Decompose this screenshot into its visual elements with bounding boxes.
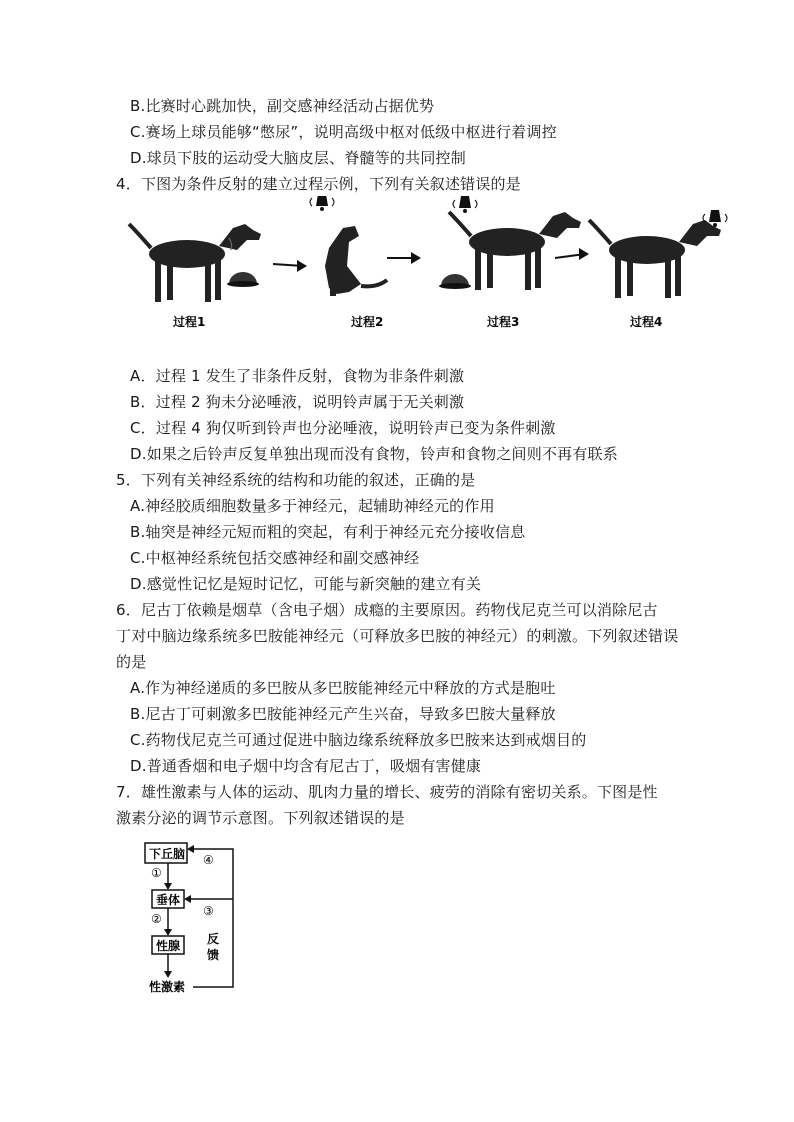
process1-food-bowl-icon [227, 272, 259, 287]
feedback-label-2: 馈 [207, 948, 220, 962]
q6-option-c: C.药物伐尼克兰可通过促进中脑边缘系统释放多巴胺来达到戒烟目的 [130, 731, 587, 749]
process4-caption: 过程4 [630, 315, 663, 329]
marker-2: ② [151, 912, 162, 926]
process3-dog-icon [449, 212, 581, 290]
hypothalamus-label: 下丘脑 [149, 847, 186, 861]
q6-stem-line-2: 丁对中脑边缘系统多巴胺能神经元（可释放多巴胺的神经元）的刺激。下列叙述错误 [116, 627, 679, 645]
q6-stem-line-1: 6．尼古丁依赖是烟草（含电子烟）成瘾的主要原因。药物伐尼克兰可以消除尼古 [116, 601, 658, 619]
process4-dog-icon [589, 220, 721, 298]
hormone-regulation-diagram [125, 833, 250, 1009]
q5-option-c: C.中枢神经系统包括交感神经和副交感神经 [130, 549, 420, 567]
q3-option-b: B.比赛时心跳加快，副交感神经活动占据优势 [130, 97, 435, 115]
q7-stem-line-1: 7．雄性激素与人体的运动、肌肉力量的增长、疲劳的消除有密切关系。下图是性 [116, 783, 658, 801]
q4-option-d: D.如果之后铃声反复单独出现而没有食物，铃声和食物之间则不再有联系 [130, 445, 618, 463]
process2-caption: 过程2 [351, 315, 384, 329]
q5-option-b: B.轴突是神经元短而粗的突起，有利于神经元充分接收信息 [130, 523, 526, 541]
process3-bell-icon [453, 196, 477, 213]
feedback-line [191, 849, 233, 987]
sex-hormone-label: 性激素 [149, 980, 186, 994]
feedback-arrow-mid-icon [184, 895, 191, 903]
q7-stem-line-2: 激素分泌的调节示意图。下列叙述错误的是 [116, 809, 405, 827]
process3-caption: 过程3 [487, 315, 520, 329]
process1-dog-icon [129, 224, 261, 302]
marker-3: ③ [203, 904, 214, 918]
conditioned-reflex-figure [125, 196, 730, 340]
arrow-down-1-icon [164, 883, 172, 890]
process3-food-bowl-icon [439, 274, 471, 289]
q6-option-b: B.尼古丁可刺激多巴胺能神经元产生兴奋，导致多巴胺大量释放 [130, 705, 556, 723]
q5-option-d: D.感觉性记忆是短时记忆，可能与新突触的建立有关 [130, 575, 482, 593]
arrow-down-3-icon [164, 971, 172, 978]
marker-1: ① [151, 866, 162, 880]
q4-stem: 4．下图为条件反射的建立过程示例，下列有关叙述错误的是 [116, 175, 521, 193]
process2-dog-icon [325, 226, 387, 296]
feedback-arrow-top-icon [187, 845, 194, 853]
q4-option-c: C．过程 4 狗仅听到铃声也分泌唾液，说明铃声已变为条件刺激 [130, 419, 556, 437]
feedback-label-1: 反 [207, 932, 220, 946]
q5-option-a: A.神经胶质细胞数量多于神经元，起辅助神经元的作用 [130, 497, 495, 515]
q5-stem: 5．下列有关神经系统的结构和功能的叙述，正确的是 [116, 471, 476, 489]
pituitary-label: 垂体 [156, 893, 181, 907]
process2-bell-icon [310, 196, 334, 211]
q6-option-a: A.作为神经递质的多巴胺从多巴胺能神经元中释放的方式是胞吐 [130, 679, 556, 697]
q3-option-c: C.赛场上球员能够“憋尿”，说明高级中枢对低级中枢进行着调控 [130, 123, 557, 141]
process1-caption: 过程1 [173, 315, 206, 329]
q6-option-d: D.普通香烟和电子烟中均含有尼古丁，吸烟有害健康 [130, 757, 482, 775]
q3-option-d: D.球员下肢的运动受大脑皮层、脊髓等的共同控制 [130, 149, 466, 167]
marker-4: ④ [203, 853, 214, 867]
gonad-label: 性腺 [156, 939, 181, 953]
q4-option-a: A．过程 1 发生了非条件反射，食物为非条件刺激 [130, 367, 465, 385]
arrow-down-2-icon [164, 929, 172, 936]
q6-stem-line-3: 的是 [116, 653, 147, 671]
q4-option-b: B．过程 2 狗未分泌唾液，说明铃声属于无关刺激 [130, 393, 465, 411]
